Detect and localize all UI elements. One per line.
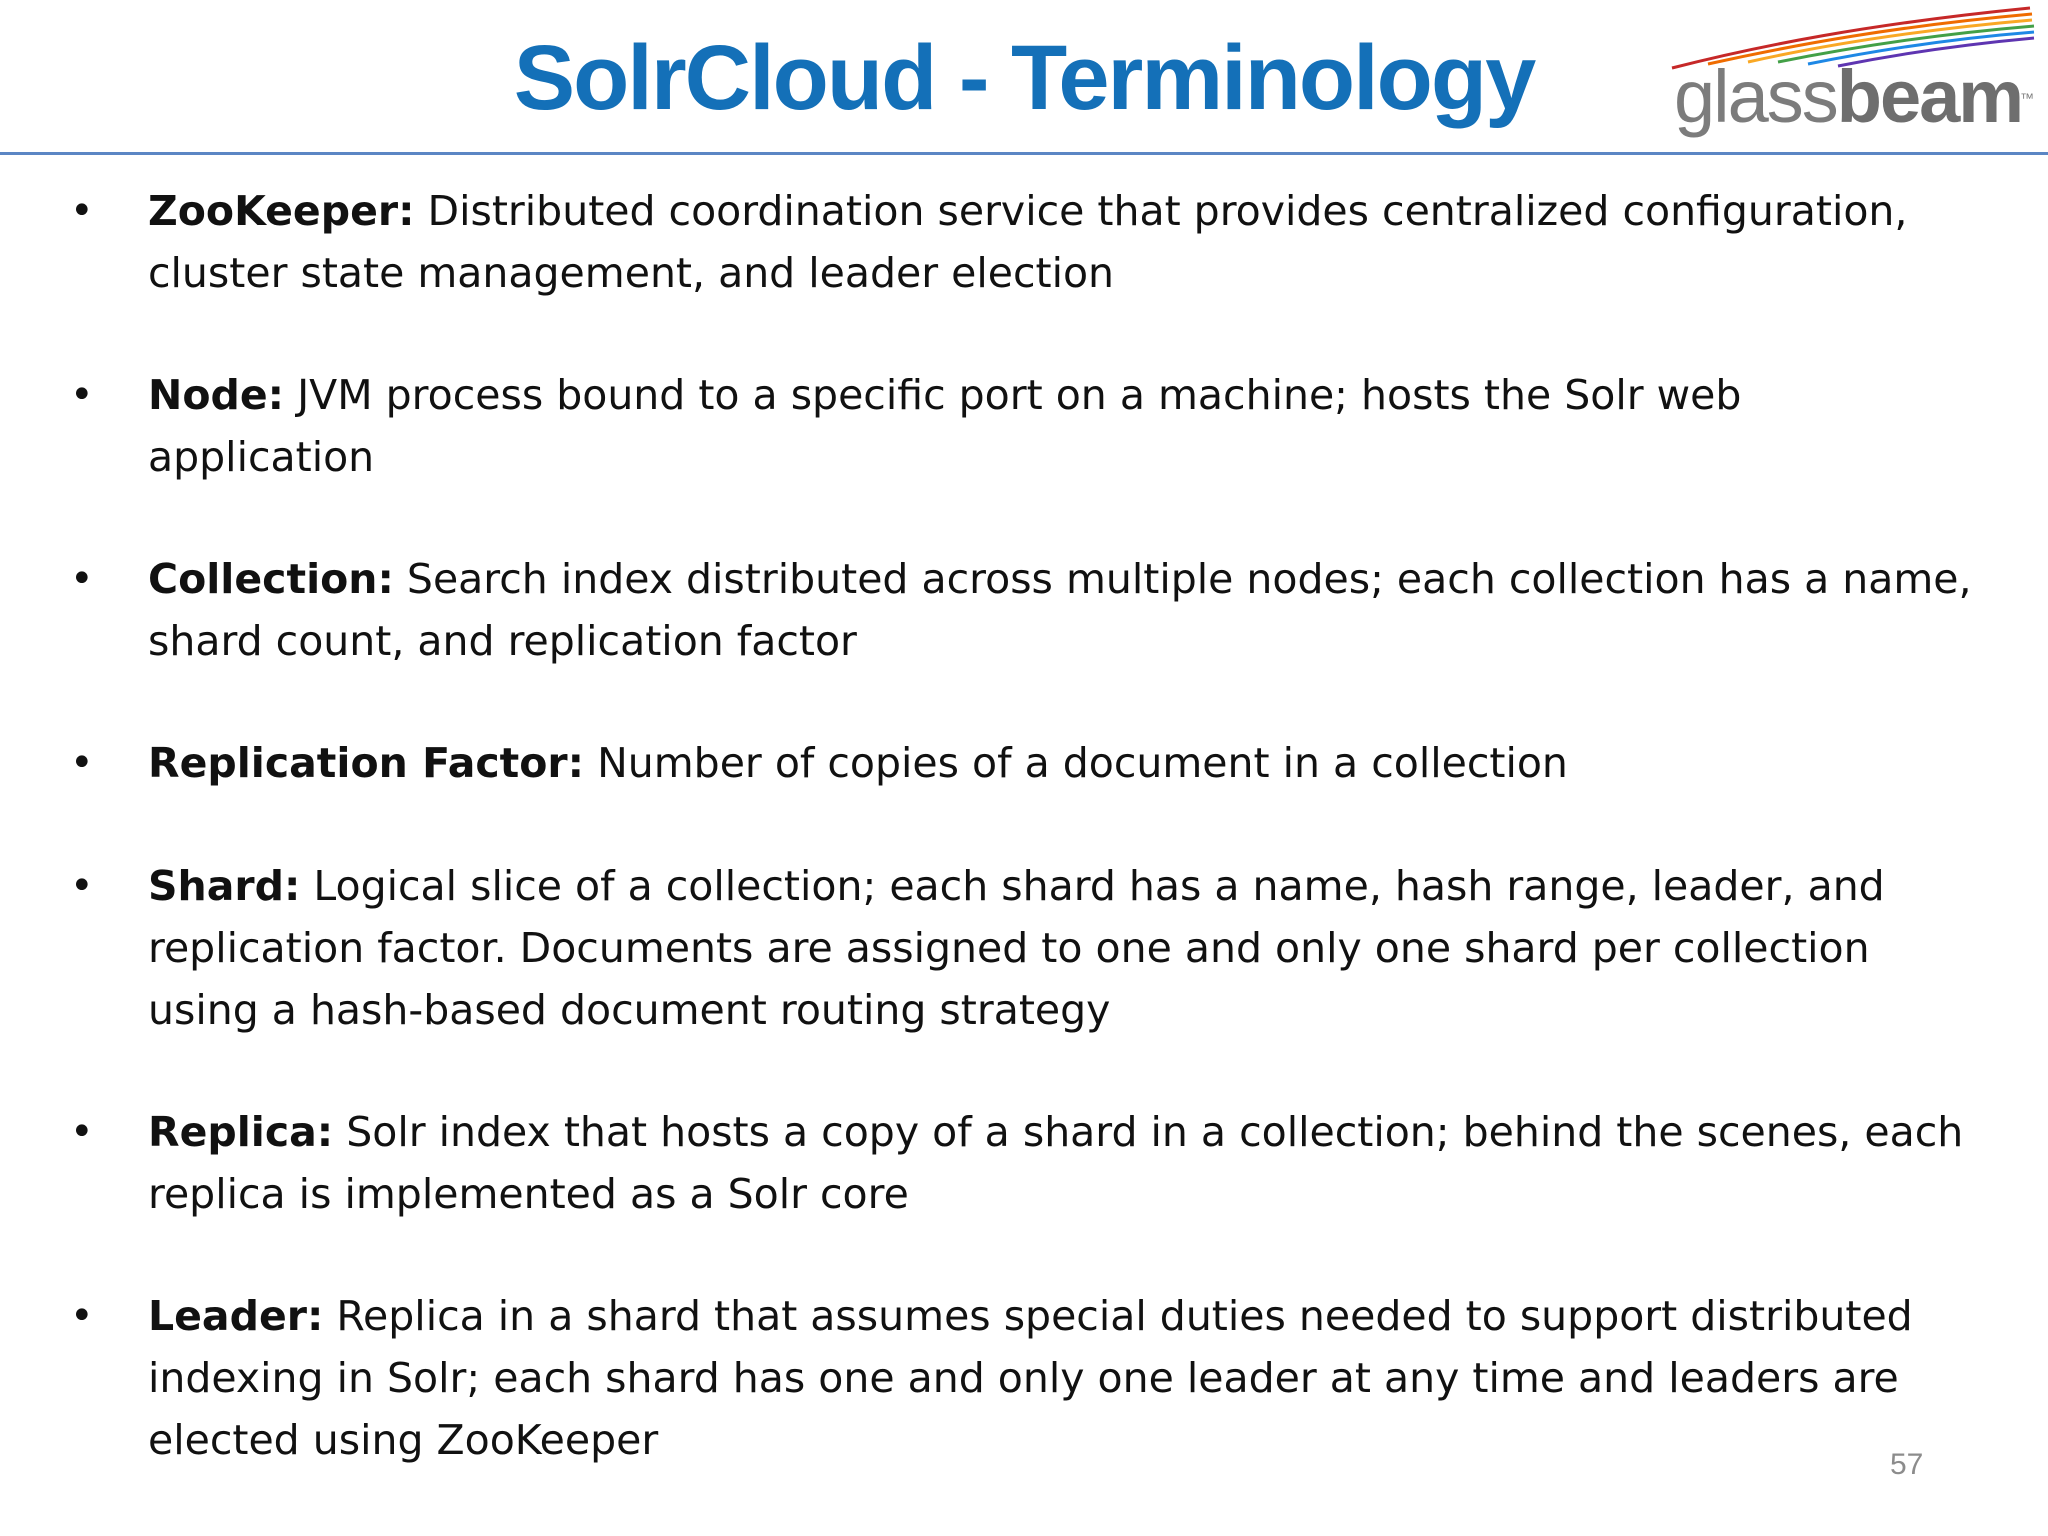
bullet-icon: • [70, 556, 94, 602]
term-definition: Replica in a shard that assumes special duties needed to support distributed indexing in Solr; each shard has one and only one leader at any time and leaders are elected using ZooKeeper [148, 1292, 1913, 1464]
term-replica [70, 1101, 1978, 1225]
term-name: Collection: [148, 555, 394, 603]
term-shard [70, 855, 1978, 1041]
bullet-icon: • [70, 372, 94, 418]
page-number: 57 [1890, 1448, 1924, 1481]
term-node [70, 364, 1978, 488]
term-zookeeper [70, 180, 1978, 304]
slide-title: SolrCloud - Terminology [513, 27, 1535, 129]
term-definition: Solr index that hosts a copy of a shard in a collection; behind the scenes, each replica is implemented as a Solr core [148, 1108, 1964, 1218]
term-name: Leader: [148, 1292, 324, 1340]
term-definition: Number of copies of a document in a collection [584, 739, 1568, 787]
term-name: ZooKeeper: [148, 187, 415, 235]
term-collection [70, 548, 1978, 672]
term-name: Replica: [148, 1108, 334, 1156]
term-name: Node: [148, 371, 285, 419]
term-name: Shard: [148, 862, 301, 910]
term-name: Replication Factor: [148, 739, 585, 787]
term-leader [70, 1285, 1978, 1471]
bullet-icon: • [70, 1293, 94, 1339]
term-definition: Distributed coordination service that provides centralized configuration, cluster state management, and leader election [148, 187, 1908, 297]
bullet-icon: • [70, 1109, 94, 1155]
term-definition: Search index distributed across multiple nodes; each collection has a name, shard count, and replication factor [148, 555, 1972, 665]
logo-word-bold: beam [1836, 55, 2023, 138]
bullet-icon: • [70, 740, 94, 786]
title-divider [0, 152, 2048, 155]
glassbeam-logo [1668, 2, 2040, 147]
logo-trademark: ™ [2020, 90, 2034, 106]
term-definition: JVM process bound to a specific port on a machine; hosts the Solr web application [148, 371, 1742, 481]
logo-word-light: glass [1674, 55, 1837, 138]
term-replication-factor [70, 732, 1978, 794]
bullet-icon: • [70, 863, 94, 909]
bullet-icon: • [70, 188, 94, 234]
term-definition: Logical slice of a collection; each shard has a name, hash range, leader, and replication factor. Documents are assigned to one and only one shard per collection using a hash-based document routing strategy [148, 862, 1885, 1034]
logo-wordmark [1674, 55, 2023, 138]
